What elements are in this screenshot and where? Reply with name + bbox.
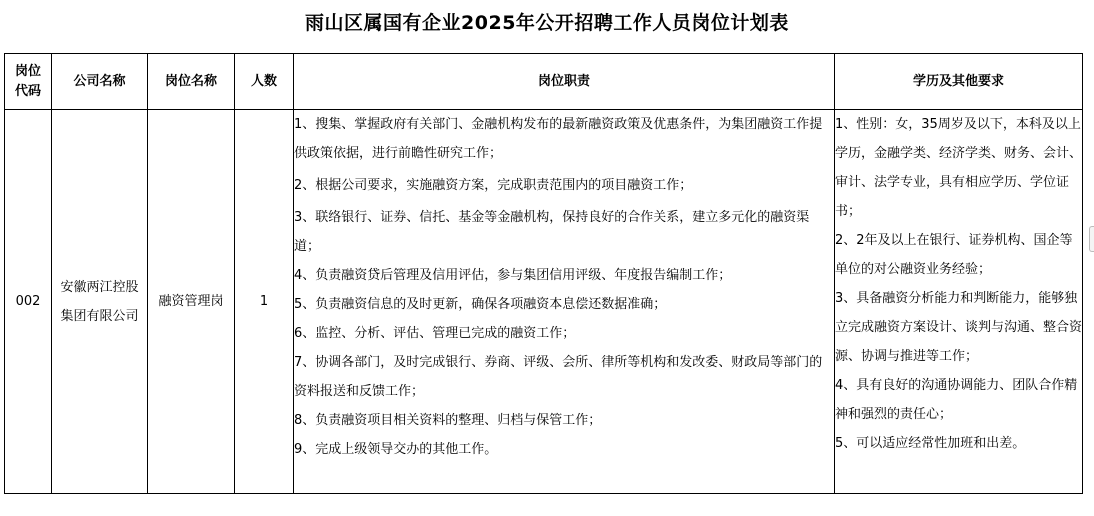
duties-cell <box>294 110 835 494</box>
duty-item: 3、联络银行、证券、信托、基金等金融机构，保持良好的合作关系，建立多元化的融资渠道； <box>294 210 810 254</box>
duty-item: 4、负责融资贷后管理及信用评估，参与集团信用评级、年度报告编制工作； <box>294 268 732 283</box>
duty-item: 7、协调各部门，及时完成银行、券商、评级、会所、律所等机构和发改委、财政局等部门的资料报送和反馈工作； <box>294 355 823 399</box>
header-count: 人数 <box>235 54 294 110</box>
requirement-item: 2、2年及以上在银行、证券机构、国企等单位的对公融资业务经验； <box>835 233 1073 277</box>
headcount: 1 <box>235 110 294 494</box>
duty-item: 8、负责融资项目相关资料的整理、归档与保管工作； <box>294 413 602 428</box>
requirement-item: 3、具备融资分析能力和判断能力，能够独立完成融资方案设计、谈判与沟通、整合资源、协调与推进等工作； <box>835 291 1083 364</box>
position-code: 002 <box>5 110 52 494</box>
duty-item: 9、完成上级领导交办的其他工作。 <box>294 442 498 457</box>
duty-item: 5、负责融资信息的及时更新，确保各项融资本息偿还数据准确； <box>294 297 667 312</box>
header-company: 公司名称 <box>52 54 148 110</box>
duty-item: 1、搜集、掌握政府有关部门、金融机构发布的最新融资政策及优惠条件，为集团融资工作提供政策依据，进行前瞻性研究工作； <box>294 117 823 161</box>
requirement-item: 1、性别：女，35周岁及以下，本科及以上学历，金融学类、经济学类、财务、会计、审计、法学专业，具有相应学历、学位证书； <box>835 117 1083 219</box>
header-row <box>5 54 1083 110</box>
header-requirements: 学历及其他要求 <box>835 54 1083 110</box>
company-name-text: 安徽两江控股集团有限公司 <box>60 279 139 324</box>
table-row <box>5 110 1083 494</box>
requirements-cell <box>835 110 1083 494</box>
requirement-item: 5、可以适应经常性加班和出差。 <box>835 436 1026 451</box>
company-name <box>52 110 148 494</box>
header-code-label: 岗位代码 <box>14 63 41 99</box>
header-duties: 岗位职责 <box>294 54 835 110</box>
duty-item: 6、监控、分析、评估、管理已完成的融资工作； <box>294 326 576 341</box>
duty-item: 2、根据公司要求，实施融资方案，完成职责范围内的项目融资工作； <box>294 178 693 193</box>
header-code <box>5 54 52 110</box>
position-name: 融资管理岗 <box>148 110 235 494</box>
side-scroll-tab[interactable] <box>1089 226 1094 252</box>
page-title: 雨山区属国有企业2025年公开招聘工作人员岗位计划表 <box>305 12 789 34</box>
header-position: 岗位名称 <box>148 54 235 110</box>
position-plan-table <box>4 53 1083 494</box>
requirement-item: 4、具有良好的沟通协调能力、团队合作精神和强烈的责任心； <box>835 378 1078 422</box>
